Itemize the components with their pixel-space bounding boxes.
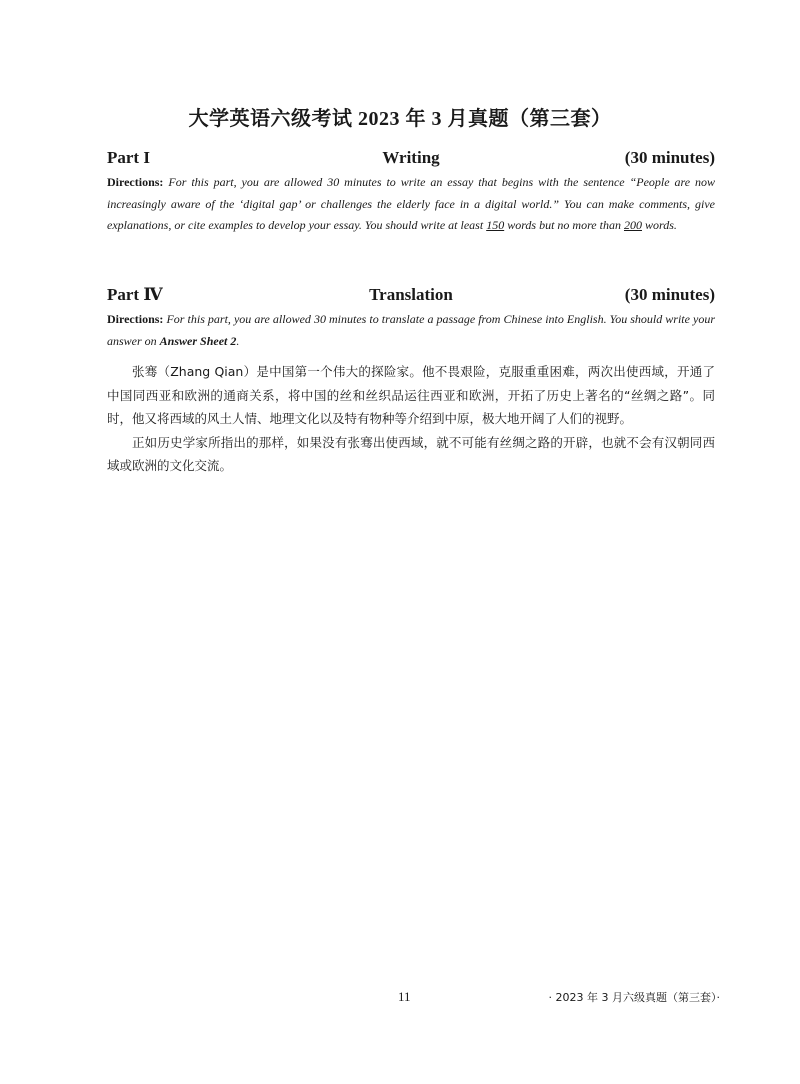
- running-head: · 2023 年 3 月六级真题（第三套）·: [548, 991, 720, 1004]
- section-header: [107, 148, 715, 172]
- part-number: Part I: [107, 148, 150, 167]
- directions-text: words.: [641, 218, 677, 232]
- directions-text: .: [236, 333, 240, 348]
- translation-passage: [107, 360, 715, 478]
- directions-label: Directions:: [107, 175, 164, 189]
- part-time: (30 minutes): [624, 148, 715, 167]
- answer-sheet-ref: Answer Sheet 2: [159, 333, 237, 348]
- passage-paragraph: 正如历史学家所指出的那样，如果没有张骞出使西域，就不可能有丝绸之路的开辟，也就不会有汉朝同西域或欧洲的文化交流。: [107, 434, 715, 473]
- page-number: 11: [398, 989, 411, 1004]
- translation-section: [107, 285, 715, 478]
- page-title: 大学英语六级考试 2023 年 3 月真题（第三套）: [188, 108, 612, 130]
- translation-directions: [107, 309, 715, 352]
- max-words: 200: [623, 218, 642, 232]
- writing-directions: [107, 172, 715, 237]
- part-number: Part Ⅳ: [107, 285, 163, 304]
- directions-text: For this part, you are allowed 30 minutes to translate a passage from Chinese into English. You should write your answer on: [107, 312, 715, 348]
- min-words: 150: [486, 218, 505, 232]
- passage-paragraph: 张骞（Zhang Qian）是中国第一个伟大的探险家。他不畏艰险，克服重重困难，两次出使西域，开通了中国同西亚和欧洲的通商关系，将中国的丝和丝织品运往西亚和欧洲，开拓了历史上著名的“丝绸之路”。同时，他又将西域的风土人情、地理文化以及特有物种等介绍到中原，极大地开阔了人们的视野。: [107, 364, 715, 426]
- directions-label: Directions:: [107, 312, 164, 326]
- section-header: [107, 285, 715, 309]
- writing-section: [107, 148, 715, 237]
- part-name: Writing: [382, 148, 440, 167]
- directions-text: For this part, you are allowed 30 minutes to write an essay that begins with the sentence “People are now increasingly aware of the ‘digital gap’ or challenges the elderly face in a digital world.” You can make comments, give explanations, or cite examples to develop your essay. You should write at least: [107, 175, 715, 232]
- directions-text: words but no more than: [504, 218, 624, 232]
- part-time: (30 minutes): [624, 285, 715, 304]
- part-name: Translation: [369, 285, 453, 304]
